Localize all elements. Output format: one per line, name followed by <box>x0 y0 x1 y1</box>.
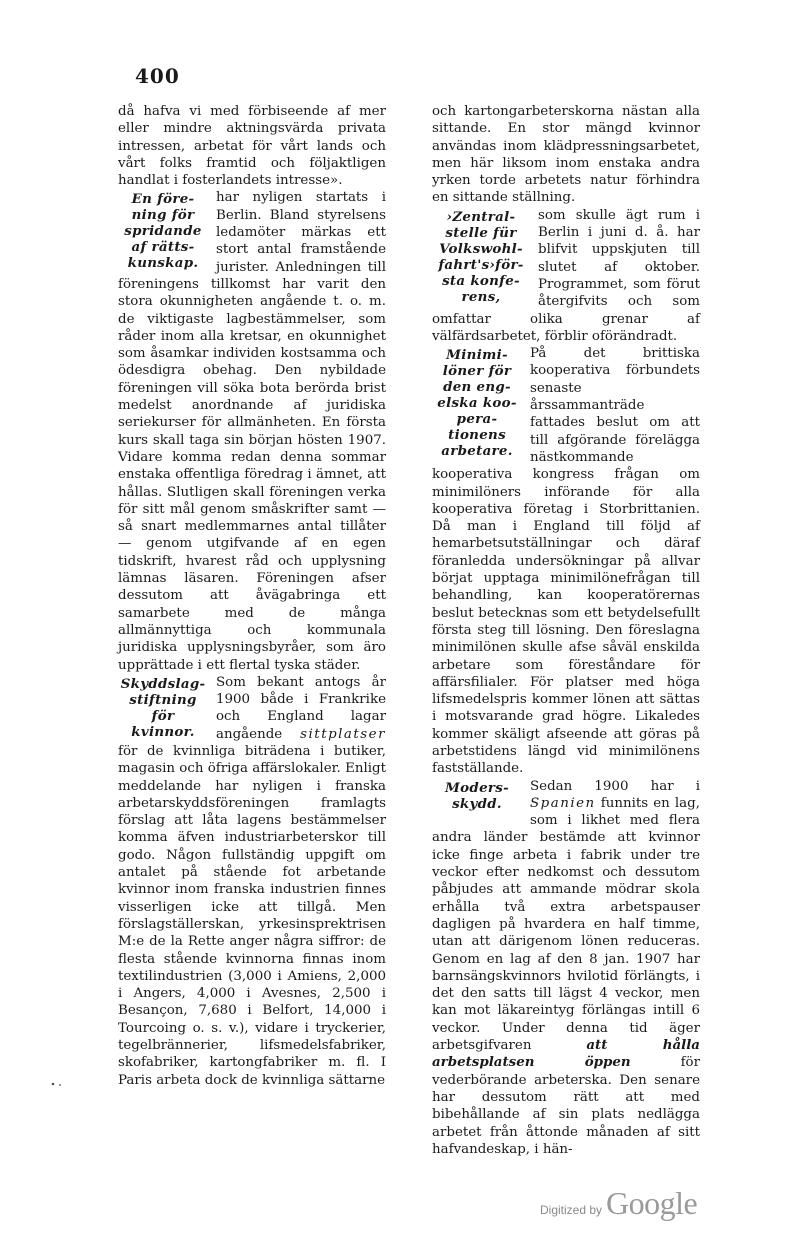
paragraph-text: för vederbörande arbeterska. Den senare har dessutom rätt att med bibehållande af sin plats nedlägga arbetet från åttonde månaden af sitt hafvandeskap, i hän- <box>432 1055 700 1157</box>
emphasis: att hålla arbetsplatsen öppen <box>432 1037 700 1071</box>
paragraph <box>118 674 386 1089</box>
ink-smudge <box>50 1082 64 1087</box>
paragraph <box>118 189 386 673</box>
digitized-watermark <box>540 1185 697 1222</box>
emphasis: sittplatser <box>300 726 386 742</box>
paragraph-text: Som bekant antogs år 1900 både i Frankrike och England lagar angående <box>216 674 386 742</box>
paragraph <box>432 778 700 1159</box>
paragraph-text: har nyligen startats i Berlin. Bland styrelsens ledamöter märkas ett stort antal framstående jurister. Anledningen till föreningens tillkomst har varit den stora okunnigheten angående t. o. m. de viktigaste lagbestämmelser, som råder inom alla kretsar, en okunnighet som åsamkar individen kostsamma och ödesdigra obehag. Den nybildade föreningen vill söka bota berörda brist medelst anordnande af juridiska seriekurser för allmänheten. En första kurs skall taga sin början hösten 1907. Vidare komma redan denna sommar enstaka offentliga föredrag i ämnet, att hållas. Slutligen skall föreningen verka för sitt mål genom småskrifter samt — så snart medlemmarnes antal tillåter — genom utgifvande af en egen tidskrift, hvarest råd och upplysning lämnas läsaren. Föreningen afser dessutom att åvägabringa ett samarbete med de många allmännyttiga och kommunala juridiska upplysningsbyråer, som äro upprättade i ett flertal tyska städer. <box>118 190 386 673</box>
side-heading: Moders-skydd. <box>445 779 509 812</box>
paragraph-text: På det brittiska kooperativa förbundets senaste årssammanträde fattades beslut om att till afgörande förelägga nästkommande kooperativa kongress frågan om minimilöners införande för alla kooperativa företag i Storbrittanien. Då man i England till följd af hemarbetsutställningar och däraf föranledda undersökningar på allvar börjat upptaga minimilönefrågan till behandling, kan kooperatörernas beslut betecknas som ett betydelsefullt första steg till lösning. Den föreslagna minimilönen skulle afse såväl enskilda arbetare som föreståndare för affärsfilialer. För platser med höga lifsmedelspris kommer lönen att sättas i motsvarande grad högre. Likaledes kommer skäligt afseende att göras på arbetstidens längd vid minimilönens fastställande. <box>432 346 700 777</box>
paragraph-text: Sedan 1900 har i <box>530 778 700 794</box>
side-heading: En före-ning för spridande af rätts-kunskap. <box>124 191 202 272</box>
right-column <box>432 103 700 1158</box>
left-column <box>118 103 386 1089</box>
digitized-label: Digitized by <box>540 1203 603 1217</box>
page-number: 400 <box>135 64 180 88</box>
paragraph <box>432 207 700 345</box>
paragraph-text: som skulle ägt rum i Berlin i juni d. å. har blifvit uppskjuten till slutet af oktober. Programmet, som förut återgifvits och som omfattar olika grenar af välfärdsarbetet, förblir oförändradt. <box>432 207 700 344</box>
paragraph: och kartongarbeterskorna nästan alla sittande. En stor mängd kvinnor användas inom klädpressningsarbetet, men här liksom inom enstaka andra yrken torde arbetets natur förhindra en sittande ställning. <box>432 104 700 206</box>
side-heading: ›Zentral-stelle für Volkswohl-fahrt's›för-sta konfe-rens, <box>438 208 524 305</box>
side-heading: Skyddslag-stiftning för kvinnor. <box>120 675 206 740</box>
paragraph <box>432 345 700 777</box>
side-heading: Minimi-löner för den eng-elska koo-pera-tionens arbetare. <box>437 347 517 460</box>
emphasis: Spanien <box>530 795 596 811</box>
google-logo: Google <box>606 1185 698 1221</box>
paragraph: då hafva vi med förbiseende af mer eller mindre aktningsvärda privata intressen, arbetat för vårt lands och vårt folks framtid och följaktligen handlat i fosterlandets intresse». <box>118 104 386 189</box>
paragraph-text: funnits en lag, som i likhet med flera andra länder bestämde att kvinnor icke finge arbeta i fabrik under tre veckor efter nedkomst och dessutom påbjudes att ammande mödrar skola erhålla två extra arbetspauser dagligen på hvardera en half timme, utan att därigenom lönen reduceras. Genom en lag af den 8 jan. 1907 har barnsängskvinnors hvilotid förlängts, i det den satts till lägst 4 veckor, men kan mot läkareintyg förlängas intill 6 veckor. Under denna tid äger arbetsgifvaren <box>432 795 700 1054</box>
paragraph-text: för de kvinnliga biträdena i butiker, magasin och öfriga affärslokaler. Enligt meddelande har nyligen i franska arbetarskyddsföreningen framlagts förslag att låta lagens bestämmelser komma äfven industriarbeterskor till godo. Någon fullständig uppgift om antalet på stående fot arbetande kvinnor inom franska industrien finnes visserligen icke att tillgå. Men förslagställerskan, yrkesinsprektrisen M:e de la Rette anger några siffror: de flesta stående kvinnorna finnas inom textilindustrien (3,000 i Amiens, 2,000 i Angers, 4,000 i Avesnes, 2,500 i Besançon, 7,680 i Belfort, 14,000 i Tourcoing o. s. v.), vidare i tryckerier, tegelbrännerier, lifsmedelsfabriker, skofabriker, kartongfabriker m. fl. I Paris arbeta dock de kvinnliga sättarne <box>118 743 386 1088</box>
